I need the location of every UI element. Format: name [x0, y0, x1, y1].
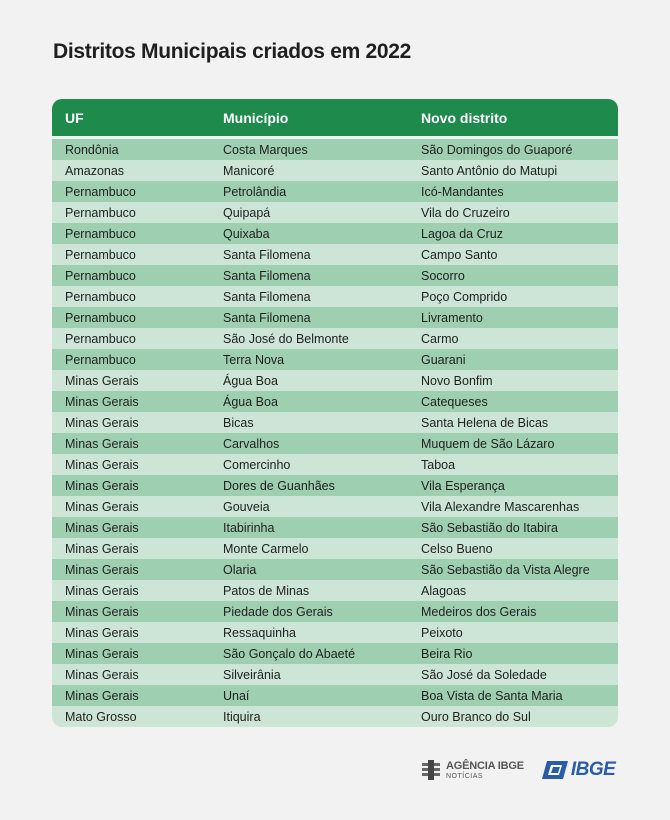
cell-municipio: Manicoré: [223, 163, 275, 178]
ibge-logo: [542, 759, 615, 781]
cell-uf: Minas Gerais: [65, 541, 139, 556]
cell-municipio: Silveirânia: [223, 667, 281, 682]
cell-municipio: Unaí: [223, 688, 250, 703]
cell-municipio: Santa Filomena: [223, 289, 311, 304]
cell-novo-distrito: Muquem de São Lázaro: [421, 436, 555, 451]
ibge-emblem-icon: [542, 761, 568, 779]
table-row: [52, 139, 618, 160]
table-row: [52, 391, 618, 412]
cell-municipio: Dores de Guanhães: [223, 478, 335, 493]
cell-municipio: Carvalhos: [223, 436, 280, 451]
table-row: [52, 307, 618, 328]
cell-uf: Minas Gerais: [65, 520, 139, 535]
cell-municipio: Santa Filomena: [223, 247, 311, 262]
cell-municipio: Monte Carmelo: [223, 541, 309, 556]
table-row: [52, 181, 618, 202]
column-header-uf: UF: [65, 109, 84, 126]
table-row: [52, 412, 618, 433]
cell-municipio: Bicas: [223, 415, 254, 430]
cell-uf: Minas Gerais: [65, 478, 139, 493]
cell-municipio: Santa Filomena: [223, 268, 311, 283]
cell-uf: Minas Gerais: [65, 688, 139, 703]
table-row: [52, 664, 618, 685]
page-title: Distritos Municipais criados em 2022: [53, 40, 412, 63]
cell-municipio: Petrolândia: [223, 184, 287, 199]
cell-uf: Minas Gerais: [65, 604, 139, 619]
cell-municipio: Quipapá: [223, 205, 271, 220]
cell-novo-distrito: Guarani: [421, 352, 466, 367]
cell-uf: Minas Gerais: [65, 499, 139, 514]
table-row: [52, 475, 618, 496]
cell-municipio: Itiquira: [223, 709, 261, 724]
cell-municipio: Água Boa: [223, 394, 278, 409]
cell-municipio: Gouveia: [223, 499, 270, 514]
table-body: [52, 139, 618, 727]
table-row: [52, 454, 618, 475]
table-row: [52, 643, 618, 664]
table-row: [52, 349, 618, 370]
table-row: [52, 160, 618, 181]
cell-novo-distrito: Beira Rio: [421, 646, 473, 661]
agencia-ibge-logo: [420, 759, 524, 781]
agencia-logo-text: AGÊNCIA IBGE: [446, 759, 524, 772]
cell-uf: Pernambuco: [65, 289, 136, 304]
cell-municipio: Itabirinha: [223, 520, 275, 535]
cell-novo-distrito: Lagoa da Cruz: [421, 226, 504, 241]
table-header: [52, 99, 618, 136]
districts-table: [52, 99, 618, 727]
cell-uf: Minas Gerais: [65, 457, 139, 472]
cell-municipio: São José do Belmonte: [223, 331, 349, 346]
table-row: [52, 223, 618, 244]
column-header-novo-distrito: Novo distrito: [421, 109, 508, 126]
cell-novo-distrito: Carmo: [421, 331, 459, 346]
cell-novo-distrito: São Sebastião da Vista Alegre: [421, 562, 590, 577]
cell-novo-distrito: Ouro Branco do Sul: [421, 709, 531, 724]
cell-novo-distrito: Icó-Mandantes: [421, 184, 504, 199]
cell-municipio: Santa Filomena: [223, 310, 311, 325]
cell-novo-distrito: Medeiros dos Gerais: [421, 604, 537, 619]
cell-municipio: Patos de Minas: [223, 583, 310, 598]
cell-municipio: Olaria: [223, 562, 257, 577]
cell-municipio: Costa Marques: [223, 142, 308, 157]
cell-uf: Pernambuco: [65, 226, 136, 241]
table-row: [52, 265, 618, 286]
cell-uf: Minas Gerais: [65, 373, 139, 388]
cell-uf: Pernambuco: [65, 247, 136, 262]
agencia-emblem-icon: [420, 759, 442, 781]
cell-uf: Minas Gerais: [65, 667, 139, 682]
cell-novo-distrito: Celso Bueno: [421, 541, 493, 556]
cell-novo-distrito: Vila do Cruzeiro: [421, 205, 510, 220]
cell-novo-distrito: São José da Soledade: [421, 667, 547, 682]
cell-municipio: Quixaba: [223, 226, 270, 241]
cell-uf: Pernambuco: [65, 310, 136, 325]
cell-uf: Rondônia: [65, 142, 119, 157]
table-row: [52, 538, 618, 559]
cell-municipio: Piedade dos Gerais: [223, 604, 333, 619]
cell-uf: Pernambuco: [65, 352, 136, 367]
cell-novo-distrito: Peixoto: [421, 625, 463, 640]
cell-novo-distrito: Alagoas: [421, 583, 467, 598]
cell-uf: Minas Gerais: [65, 415, 139, 430]
table-row: [52, 244, 618, 265]
table-row: [52, 328, 618, 349]
agencia-logo-subtext: NOTÍCIAS: [446, 772, 484, 780]
cell-municipio: Terra Nova: [223, 352, 285, 367]
table-row: [52, 622, 618, 643]
cell-uf: Minas Gerais: [65, 436, 139, 451]
table-row: [52, 517, 618, 538]
column-header-municipio: Município: [223, 109, 289, 126]
cell-novo-distrito: Vila Esperança: [421, 478, 505, 493]
table-row: [52, 559, 618, 580]
cell-municipio: São Gonçalo do Abaeté: [223, 646, 356, 661]
cell-municipio: Ressaquinha: [223, 625, 296, 640]
cell-novo-distrito: Taboa: [421, 457, 456, 472]
table-row: [52, 685, 618, 706]
cell-novo-distrito: Catequeses: [421, 394, 488, 409]
cell-novo-distrito: Santa Helena de Bicas: [421, 415, 549, 430]
cell-uf: Minas Gerais: [65, 394, 139, 409]
cell-uf: Minas Gerais: [65, 646, 139, 661]
ibge-logo-text: IBGE: [570, 759, 616, 780]
cell-novo-distrito: Livramento: [421, 310, 483, 325]
cell-uf: Minas Gerais: [65, 562, 139, 577]
cell-uf: Pernambuco: [65, 205, 136, 220]
cell-novo-distrito: Boa Vista de Santa Maria: [421, 688, 563, 703]
cell-novo-distrito: Socorro: [421, 268, 465, 283]
cell-novo-distrito: Poço Comprido: [421, 289, 508, 304]
cell-uf: Pernambuco: [65, 268, 136, 283]
table-row: [52, 601, 618, 622]
cell-uf: Pernambuco: [65, 184, 136, 199]
table-row: [52, 496, 618, 517]
cell-uf: Amazonas: [65, 163, 125, 178]
cell-novo-distrito: São Domingos do Guaporé: [421, 142, 573, 157]
cell-uf: Minas Gerais: [65, 583, 139, 598]
cell-municipio: Água Boa: [223, 373, 278, 388]
table-row: [52, 202, 618, 223]
cell-uf: Mato Grosso: [65, 709, 137, 724]
cell-novo-distrito: Santo Antônio do Matupi: [421, 163, 558, 178]
cell-novo-distrito: Vila Alexandre Mascarenhas: [421, 499, 580, 514]
table-row: [52, 370, 618, 391]
footer-logos: [420, 756, 615, 784]
table-row: [52, 433, 618, 454]
table-row: [52, 286, 618, 307]
cell-uf: Minas Gerais: [65, 625, 139, 640]
cell-novo-distrito: Campo Santo: [421, 247, 498, 262]
table-row: [52, 580, 618, 601]
table-row: [52, 706, 618, 727]
cell-novo-distrito: São Sebastião do Itabira: [421, 520, 558, 535]
cell-novo-distrito: Novo Bonfim: [421, 373, 493, 388]
cell-municipio: Comercinho: [223, 457, 291, 472]
cell-uf: Pernambuco: [65, 331, 136, 346]
